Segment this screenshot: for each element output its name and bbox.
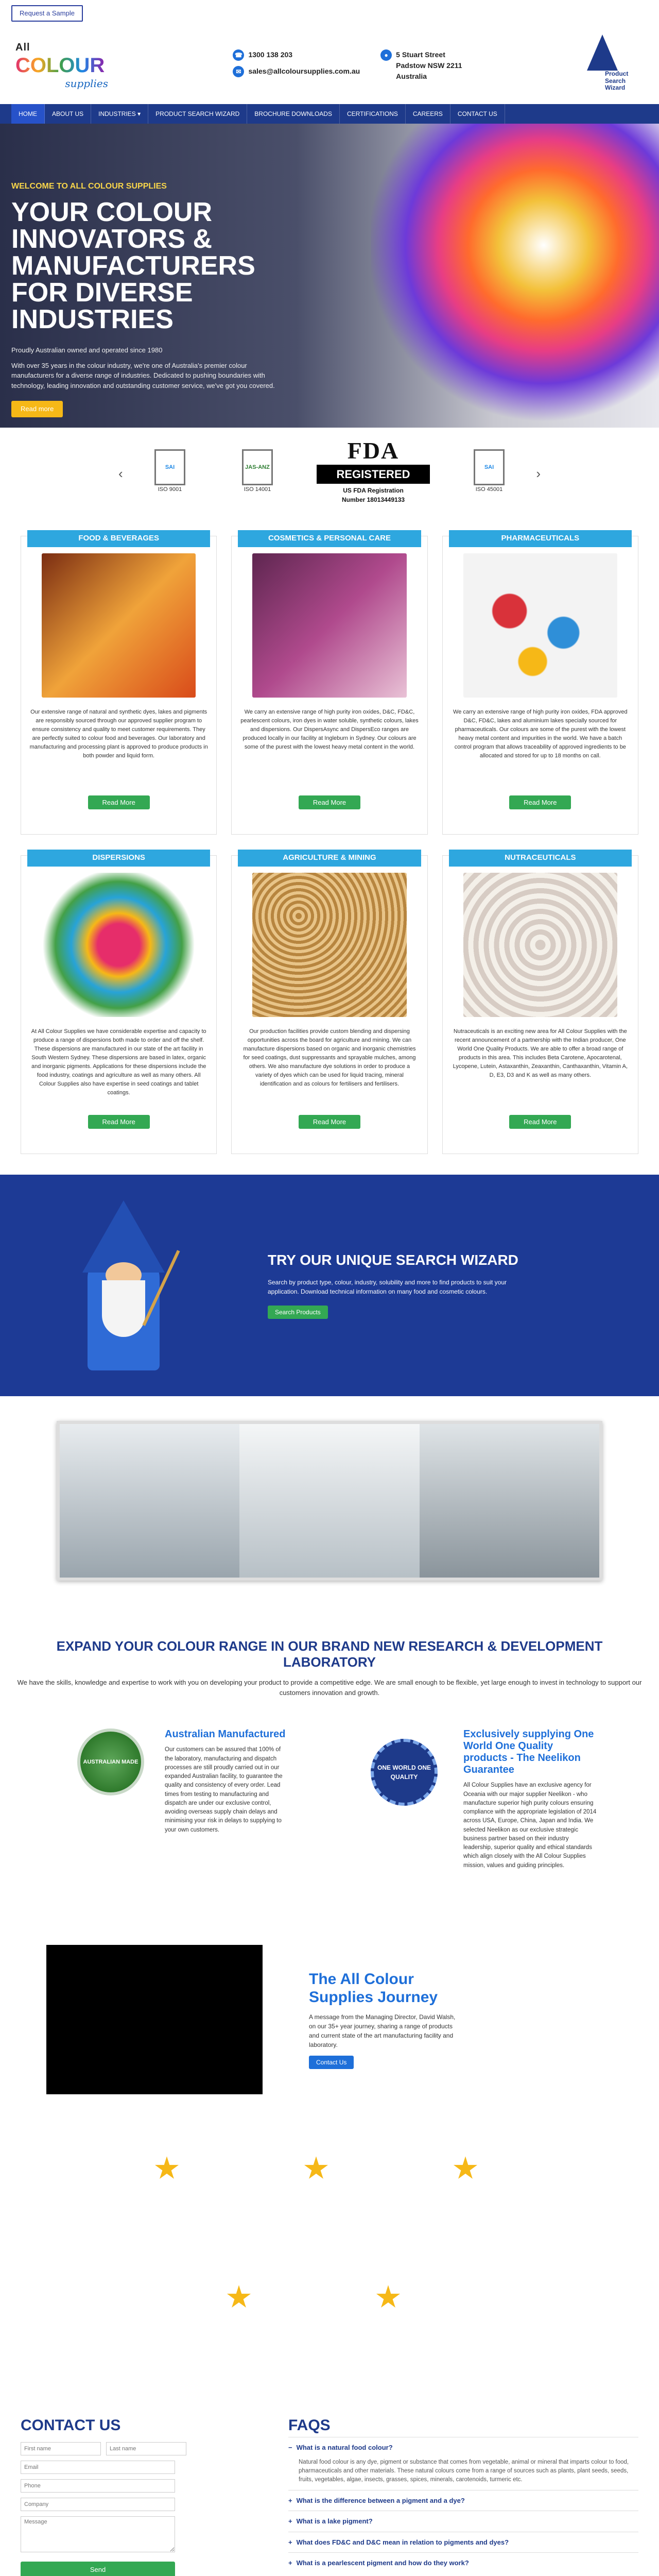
cert-iso45001 [461,449,517,494]
faq-question-5[interactable] [288,2552,638,2573]
industry-read-more-button[interactable]: Read More [88,795,150,810]
industry-card-description: At All Colour Supplies we have considerable expertise and capacity to produce a range of dispersions both made to order and off the shelf. These dispersions are manufactured in our state of the art facility in South Western Sydney. These dispersions are based in latex, organic and inorganic pigments. Applications for these dispersions include the food industry, coatings and agriculture as well as many others. All Colour Supplies also have expertise in seed coatings and tablet coatings. [31,1028,206,1096]
industry-card-cosmetics [231,536,427,835]
faq-question-text: What is the difference between a pigment and a dye? [296,2496,465,2504]
nav-brochure-downloads[interactable]: BROCHURE DOWNLOADS [247,104,340,124]
star-icon [154,2156,179,2181]
journey-video[interactable] [46,1945,263,2094]
industry-card-description: We carry an extensive range of high purity iron oxides, FDA approved D&C, FD&C, lakes and aluminium lakes specially sourced for pharmaceuticals. Our colours are some of the purest with the lowest heavy metal content and impurities in the world. We have a batch control program that allows traceability of approved ingredients to be allocated and stored for up to 18 months on call. [453,708,628,759]
header-address-3: Australia [396,72,427,80]
industry-card-description: We carry an extensive range of high purity iron oxides, D&C, FD&C, pearlescent colours, iron dyes in water soluble, synthetic colours, lakes and dispersions. Our DispersAsync and DispersEco ranges are produced locally in our facility at Ingleburn in Sydney. Our colours are some of the purest with the lowest heavy metal content in the world. [240,708,419,750]
industry-read-more-button[interactable]: Read More [299,1115,360,1129]
wizard-illustration [57,1195,201,1376]
plus-icon: + [288,2559,292,2567]
nav-contact[interactable]: CONTACT US [450,104,505,124]
header-address-2: Padstow NSW 2211 [396,61,462,70]
logo-all: All [15,42,30,53]
australian-manufactured-text: Our customers can be assured that 100% of the laboratory, manufacturing and dispatch processes are still proudly carried out in our expanded Australian facility, to guarantee the quality and consistency of every order. Lead times from testing to manufacturing and dispatch are under our exclusive control, avoiding overseas supply chain delays and minimising your risk in delays to supplying to your own customers. [165,1747,283,1833]
wizard-description: Search by product type, colour, industry, solubility and more to find products to suit your application. Download technical information on many food and cosmetic colours. [268,1279,507,1296]
star-icon [453,2156,478,2181]
nav-product-search-wizard[interactable]: PRODUCT SEARCH WIZARD [148,104,247,124]
cert-iso45001-mark: SAI [474,449,505,485]
industry-card-pharmaceuticals [442,536,638,835]
industry-card-image [42,553,196,698]
nav-industries[interactable]: INDUSTRIES ▾ [91,104,148,124]
hero-banner [0,124,659,428]
faq-question-text: What does FD&C and D&C mean in relation to pigments and dyes? [296,2538,509,2546]
location-icon: ● [380,49,392,61]
email-input[interactable] [21,2461,175,2474]
faq-question-text: What is a lake pigment? [296,2517,373,2526]
plus-icon: + [288,2517,292,2526]
search-products-button[interactable]: Search Products [268,1306,328,1319]
industry-read-more-button[interactable]: Read More [509,795,571,810]
industries-grid [0,515,659,1175]
search-wizard-banner [0,1175,659,1396]
phone-icon: ☎ [233,49,244,61]
main-nav [0,104,659,124]
wizard-logo-line1: Product [605,70,629,78]
expand-colour-range [0,1633,659,1713]
wizard-logo-line2: Search Wizard [605,77,626,91]
industry-card-title: DISPERSIONS [27,850,210,867]
cert-fda [317,439,430,504]
industry-card-image [252,553,406,698]
nav-certifications[interactable]: CERTIFICATIONS [340,104,406,124]
hero-read-more-button[interactable]: Read more [11,401,63,417]
industry-read-more-button[interactable]: Read More [88,1115,150,1129]
hero-description: With over 35 years in the colour industry, we're one of Australia's premier colour manufacturers for a diverse range of industries. Dedicated to pushing boundaries with technology, leading innovation and outstanding customer service, we've got you covered. [11,361,275,389]
header-contact [233,49,462,82]
nav-about[interactable]: ABOUT US [45,104,91,124]
logo-colour: COLOUR [15,54,105,77]
star-icon [376,2285,401,2310]
carousel-next-icon[interactable]: › [536,466,541,481]
cert-iso9001 [142,449,198,494]
one-world-one-quality-badge: ONE WORLD ONE QUALITY [371,1739,438,1806]
journey-section [0,1914,659,2136]
faq-question-text: What is a pearlescent pigment and how do they work? [296,2559,469,2567]
industry-read-more-button[interactable]: Read More [509,1115,571,1129]
send-button[interactable]: Send [21,2562,175,2576]
nav-careers[interactable]: CAREERS [406,104,450,124]
top-bar [0,0,659,27]
owq-title: Exclusively supplying One World One Quality products - The Neelikon Guarantee [463,1728,594,1776]
star-icon [227,2285,251,2310]
industry-card-title: AGRICULTURE & MINING [238,850,421,867]
contact-form [21,2414,175,2576]
journey-title: The All Colour Supplies Journey [309,1971,438,2006]
industry-card-description: Our extensive range of natural and synthetic dyes, lakes and pigments are responsibly sourced through our approved supplier program to ensure consistency and quality to meet customer requirements. They are perfectly suited to colour food and beverages. Our laboratory and manufacturing and processing plant is approved to produce products in both powder and liquid form. [29,708,208,759]
wizard-title: TRY OUR UNIQUE SEARCH WIZARD [268,1252,518,1268]
company-input[interactable] [21,2498,175,2511]
plus-icon: + [288,2538,292,2546]
header [0,27,659,104]
first-name-input[interactable] [21,2442,101,2455]
industry-card-dispersions [21,855,217,1154]
fda-registered: REGISTERED [317,465,430,484]
expand-title: EXPAND YOUR COLOUR RANGE IN OUR BRAND NEW RESEARCH & DEVELOPMENT LABORATORY [56,1638,603,1670]
certifications-carousel [0,428,659,515]
cert-iso9001-label: ISO 9001 [158,486,182,493]
fda-line1: US FDA Registration [343,486,404,494]
contact-form-title: CONTACT US [21,2417,121,2434]
faq-question-2[interactable] [288,2490,638,2511]
industry-card-title: FOOD & BEVERAGES [27,530,210,547]
quality-section [0,1713,659,1914]
last-name-input[interactable] [106,2442,186,2455]
cert-iso14001-label: ISO 14001 [244,486,271,493]
faq-answer-1: Natural food colour is any dye, pigment or substance that comes from vegetable, animal or mineral that imparts colour to food, pharmaceuticals and other materials. These natural colours come from a range of sources such as plants, plant seeds, seeds, fruits, vegetables, algae, insects, grasses, spices, minerals, carotenoids, turmeric etc. [299,2459,629,2483]
industry-card-nutraceuticals [442,855,638,1154]
hero-kicker: WELCOME TO ALL COLOUR SUPPLIES [11,182,167,191]
wizard-hat-icon [587,35,618,71]
cert-iso45001-label: ISO 45001 [475,486,503,493]
faq-question-3[interactable] [288,2511,638,2532]
message-textarea[interactable] [21,2516,175,2552]
journey-description: A message from the Managing Director, David Walsh, on our 35+ year journey, sharing a range of products and current state of the art manufacturing facility and laboratory. [309,2013,456,2049]
owq-text: All Colour Supplies have an exclusive agency for Oceania with our major supplier Neelikon - who manufacture superior high purity colours ensuring compliance with the appropriate legislation of 2014 across USA, Europe, China, Japan and India. We selected Neelikon as our exclusive strategic business partner based on their industry leadership, superior quality and ethical standards which align closely with the All Colour Supplies mission, values and guiding principles. [463,1782,597,1869]
header-email[interactable]: sales@allcoloursupplies.com.au [248,66,360,75]
industry-card-agriculture [231,855,427,1154]
testimonial-stars [0,2136,659,2393]
request-sample-button[interactable]: Request a Sample [11,5,83,22]
faq-question-4[interactable] [288,2532,638,2553]
logo[interactable] [15,40,118,91]
industry-card-description: Nutraceuticals is an exciting new area for All Colour Supplies with the recent announcement of a partnership with the Indian producer, One World One Quality Products. We are able to offer a broad range of products in this area. This includes Beta Carotene, Apocarotenal, Lycopene, Lutein, Astaxanthin, Zeaxanthin, Canthaxanthin, Vitamin A, D, E3, D3 and K as well as many others. [453,1028,628,1078]
cert-iso9001-mark: SAI [154,449,185,485]
faq-question-text: What is a natural food colour? [296,2444,393,2452]
nav-home[interactable]: HOME [11,104,45,124]
expand-description: We have the skills, knowledge and expertise to work with you on developing your product to provide a competitive edge. We are small enough to be flexible, yet large enough to invest in technology to support our customers innovation and growth. [17,1679,642,1697]
journey-contact-button[interactable]: Contact Us [309,2056,354,2069]
laboratory-section [0,1396,659,1633]
logo-supplies: supplies [65,77,108,90]
fda-line2: Number 18013449133 [341,496,405,503]
industry-card-food [21,536,217,835]
faq-title: FAQS [288,2417,331,2434]
industry-card-image [463,873,617,1017]
fda-logo: FDA [347,437,400,464]
plus-icon: + [288,2496,292,2504]
industry-card-image [463,553,617,698]
email-icon: ✉ [233,66,244,77]
hero-paint-splash-image [371,124,659,428]
industry-card-image [252,873,406,1017]
product-search-wizard-logo[interactable] [577,35,644,96]
minus-icon: − [288,2444,292,2452]
hero-subtitle: Proudly Australian owned and operated since 1980 [11,346,163,354]
cert-iso14001 [229,449,286,494]
industry-card-image [42,873,196,1017]
australian-manufactured-title: Australian Manufactured [165,1728,286,1740]
star-icon [304,2156,328,2181]
header-address-1: 5 Stuart Street [396,50,445,59]
header-phone[interactable]: 1300 138 203 [248,50,293,59]
industry-card-description: Our production facilities provide custom blending and dispersing opportunities across the board for agriculture and mining. We can manufacture dispersions based on organic and inorganic chemistries for seed coatings, dust suppressants and sprayable mulches, among others. We also manufacture dye solutions in order to produce a variety of dyes which can be used for liquid tracing, mineral identification and as colours for fertilisers and fertilisers. [243,1028,416,1087]
industry-card-title: COSMETICS & PERSONAL CARE [238,530,421,547]
australian-made-badge: AUSTRALIAN MADE [77,1728,144,1795]
industry-card-title: PHARMACEUTICALS [449,530,632,547]
laboratory-photo [57,1421,602,1581]
faq [288,2414,638,2573]
cert-iso14001-mark: JAS-ANZ [242,449,273,485]
phone-input[interactable] [21,2479,175,2493]
industry-card-title: NUTRACEUTICALS [449,850,632,867]
industry-read-more-button[interactable]: Read More [299,795,360,810]
contact-faq-section [0,2393,659,2576]
faq-question-1[interactable] [288,2437,638,2458]
carousel-prev-icon[interactable]: ‹ [118,466,123,481]
hero-title: YOUR COLOUR INNOVATORS & MANUFACTURERS FOR DIVERSE INDUSTRIES [11,197,255,334]
